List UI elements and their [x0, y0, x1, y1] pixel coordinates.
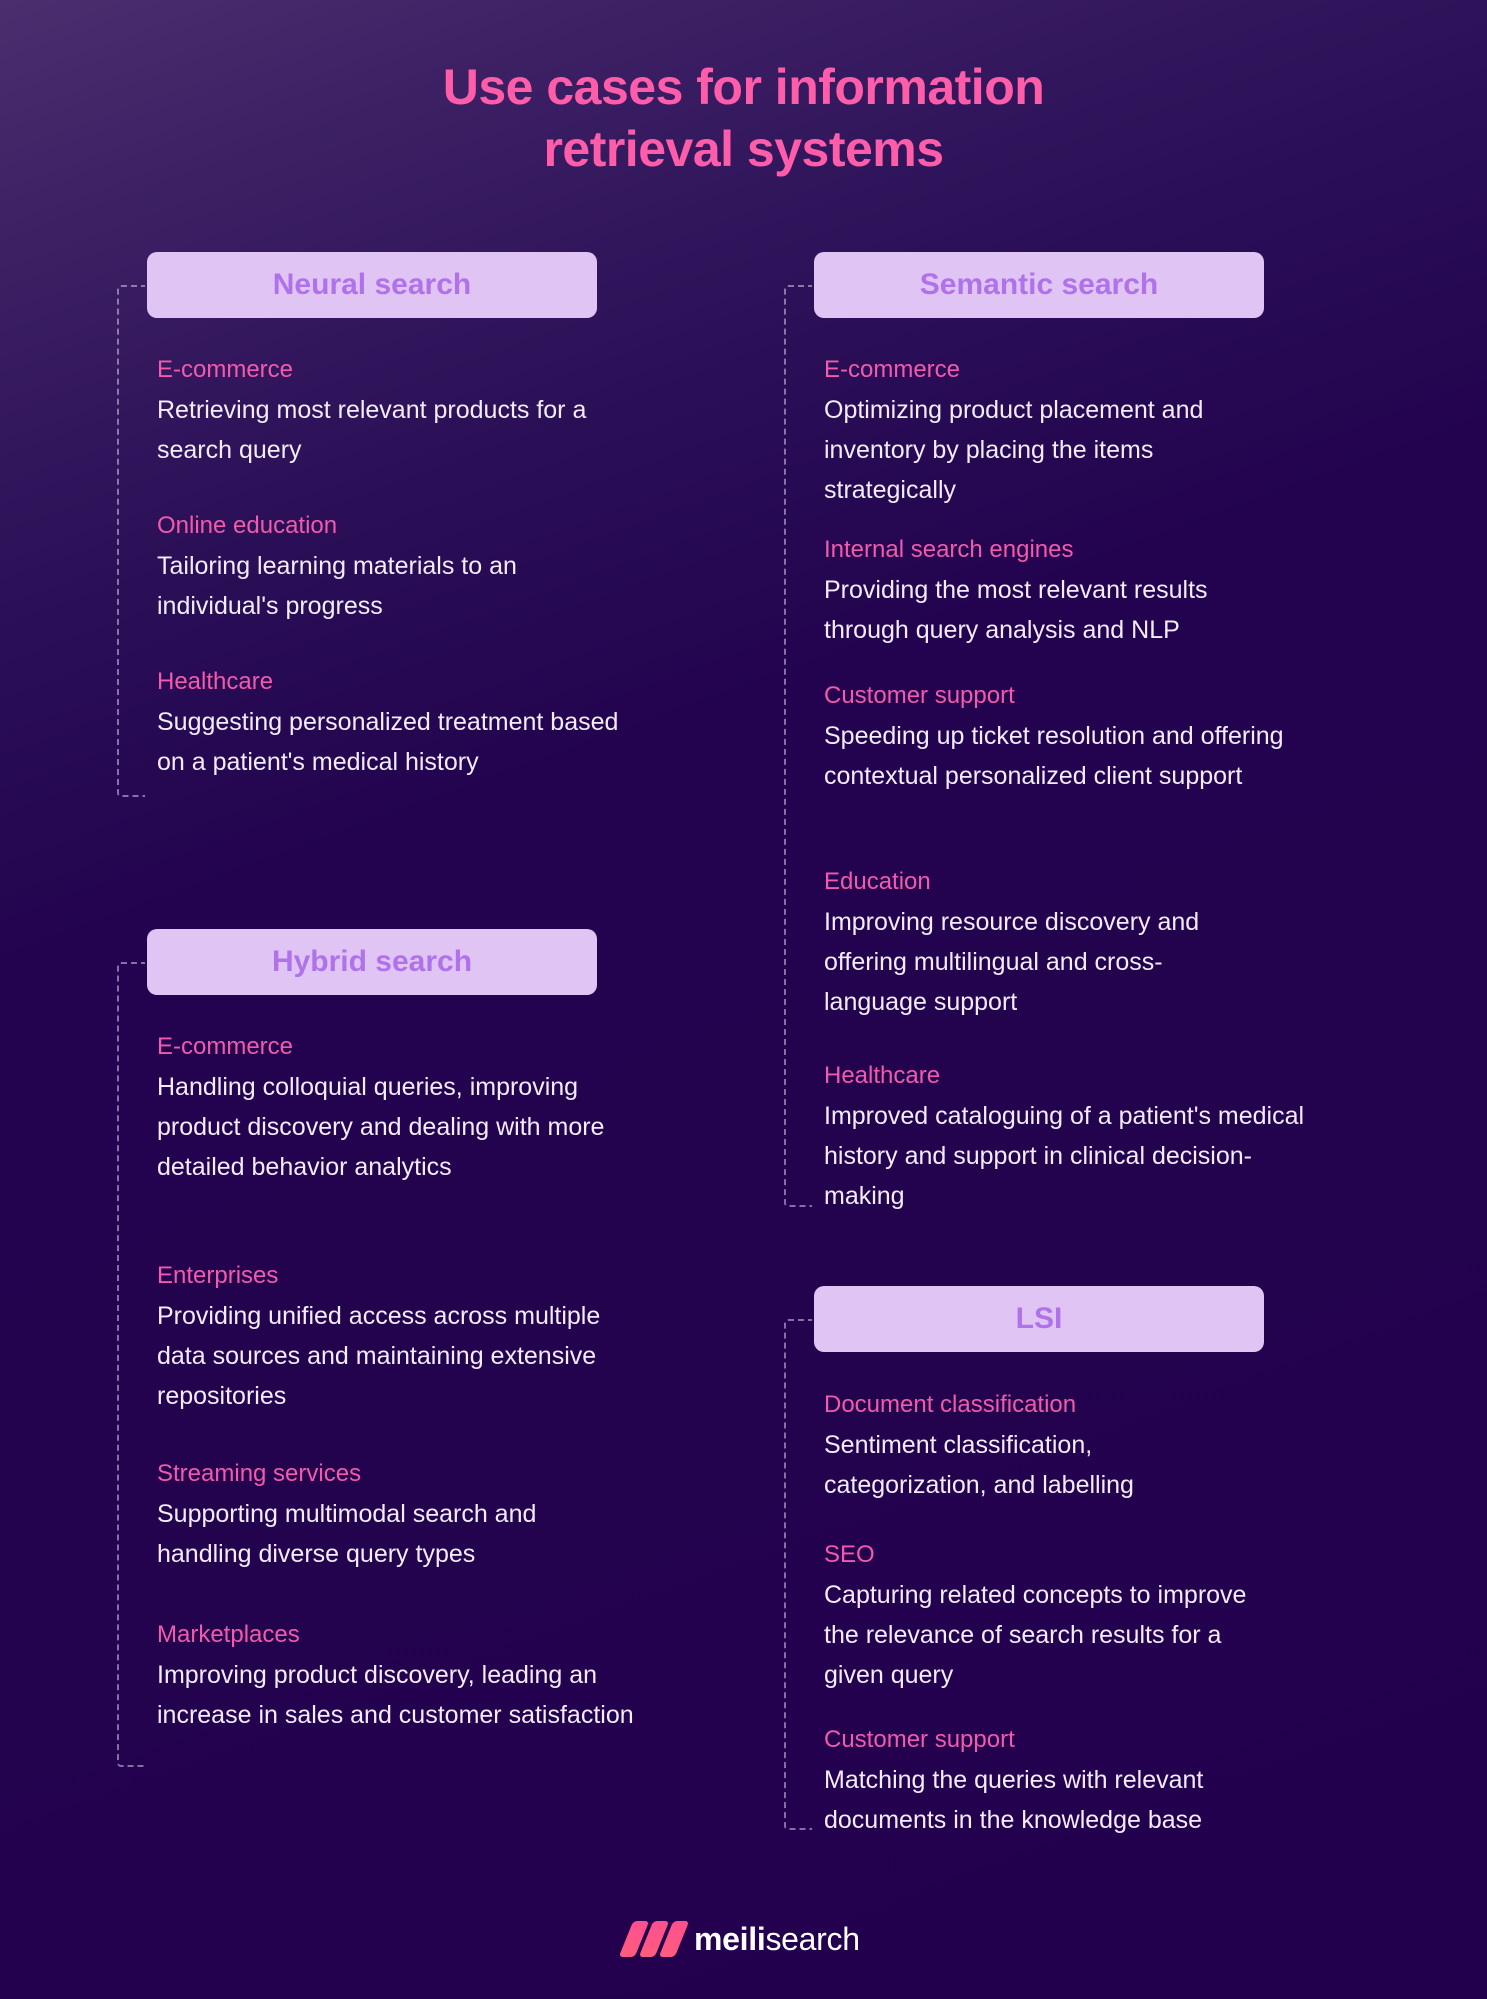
item-label: Online education: [157, 512, 338, 539]
dashed-bracket: [117, 285, 145, 797]
section-header: Hybrid search: [147, 929, 597, 995]
list-item: [824, 1056, 1344, 1216]
section-header: Semantic search: [814, 252, 1264, 318]
item-desc: Capturing related concepts to improve the relevance of search results for a given query: [824, 1581, 1247, 1689]
item-desc: Improving product discovery, leading an increase in sales and customer satisfaction: [157, 1661, 634, 1729]
item-desc: Improved cataloguing of a patient's medical history and support in clinical decision-making: [824, 1102, 1305, 1210]
item-label: Customer support: [824, 1726, 1015, 1753]
item-desc: Improving resource discovery and offering multilingual and cross-language support: [824, 908, 1200, 1016]
list-item: [157, 1454, 677, 1574]
item-desc: Speeding up ticket resolution and offering contextual personalized client support: [824, 722, 1284, 790]
list-item: [157, 1256, 677, 1416]
section-header: Neural search: [147, 252, 597, 318]
item-label: Healthcare: [824, 1062, 941, 1089]
item-desc: Optimizing product placement and inventory by placing the items strategically: [824, 396, 1204, 504]
item-label: Marketplaces: [157, 1621, 300, 1648]
list-item: [824, 350, 1344, 510]
list-item: [824, 530, 1344, 650]
item-label: Document classification: [824, 1391, 1077, 1418]
item-label: E-commerce: [824, 356, 961, 383]
item-label: Streaming services: [157, 1460, 362, 1487]
list-item: [157, 350, 677, 470]
item-label: Customer support: [824, 682, 1015, 709]
item-label: Enterprises: [157, 1262, 279, 1289]
item-desc: Handling colloquial queries, improving product discovery and dealing with more detailed behavior analytics: [157, 1073, 605, 1181]
list-item: [157, 662, 677, 782]
list-item: [824, 1720, 1344, 1840]
item-desc: Tailoring learning materials to an individual's progress: [157, 552, 517, 620]
logo-wordmark: [694, 1921, 860, 1958]
item-label: E-commerce: [157, 1033, 294, 1060]
item-desc: Sentiment classification, categorization, and labelling: [824, 1431, 1134, 1499]
title-line-2: retrieval systems: [543, 121, 944, 177]
logo-bold-text: meili: [694, 1920, 766, 1957]
item-desc: Matching the queries with relevant documents in the knowledge base: [824, 1766, 1204, 1834]
list-item: [157, 506, 677, 626]
item-label: Healthcare: [157, 668, 274, 695]
dashed-bracket: [784, 1319, 812, 1830]
item-label: Education: [824, 868, 931, 895]
item-desc: Providing unified access across multiple data sources and maintaining extensive repositories: [157, 1302, 601, 1410]
dashed-bracket: [117, 962, 145, 1767]
item-desc: Retrieving most relevant products for a search query: [157, 396, 587, 464]
list-item: [157, 1027, 677, 1187]
list-item: [824, 676, 1344, 796]
section-header: LSI: [814, 1286, 1264, 1352]
list-item: [824, 1385, 1344, 1505]
item-label: SEO: [824, 1541, 875, 1568]
item-desc: Supporting multimodal search and handling diverse query types: [157, 1500, 537, 1568]
item-desc: Suggesting personalized treatment based on a patient's medical history: [157, 708, 619, 776]
item-label: E-commerce: [157, 356, 294, 383]
list-item: [157, 1615, 677, 1735]
item-desc: Providing the most relevant results through query analysis and NLP: [824, 576, 1208, 644]
dashed-bracket: [784, 285, 812, 1207]
list-item: [824, 862, 1344, 1022]
title-line-1: Use cases for information: [442, 59, 1045, 115]
page-title: [0, 56, 1487, 180]
item-label: Internal search engines: [824, 536, 1074, 563]
meilisearch-logo: [618, 1918, 860, 1960]
meilisearch-logo-icon: [618, 1921, 684, 1957]
list-item: [824, 1535, 1344, 1695]
logo-light-text: search: [765, 1920, 860, 1957]
